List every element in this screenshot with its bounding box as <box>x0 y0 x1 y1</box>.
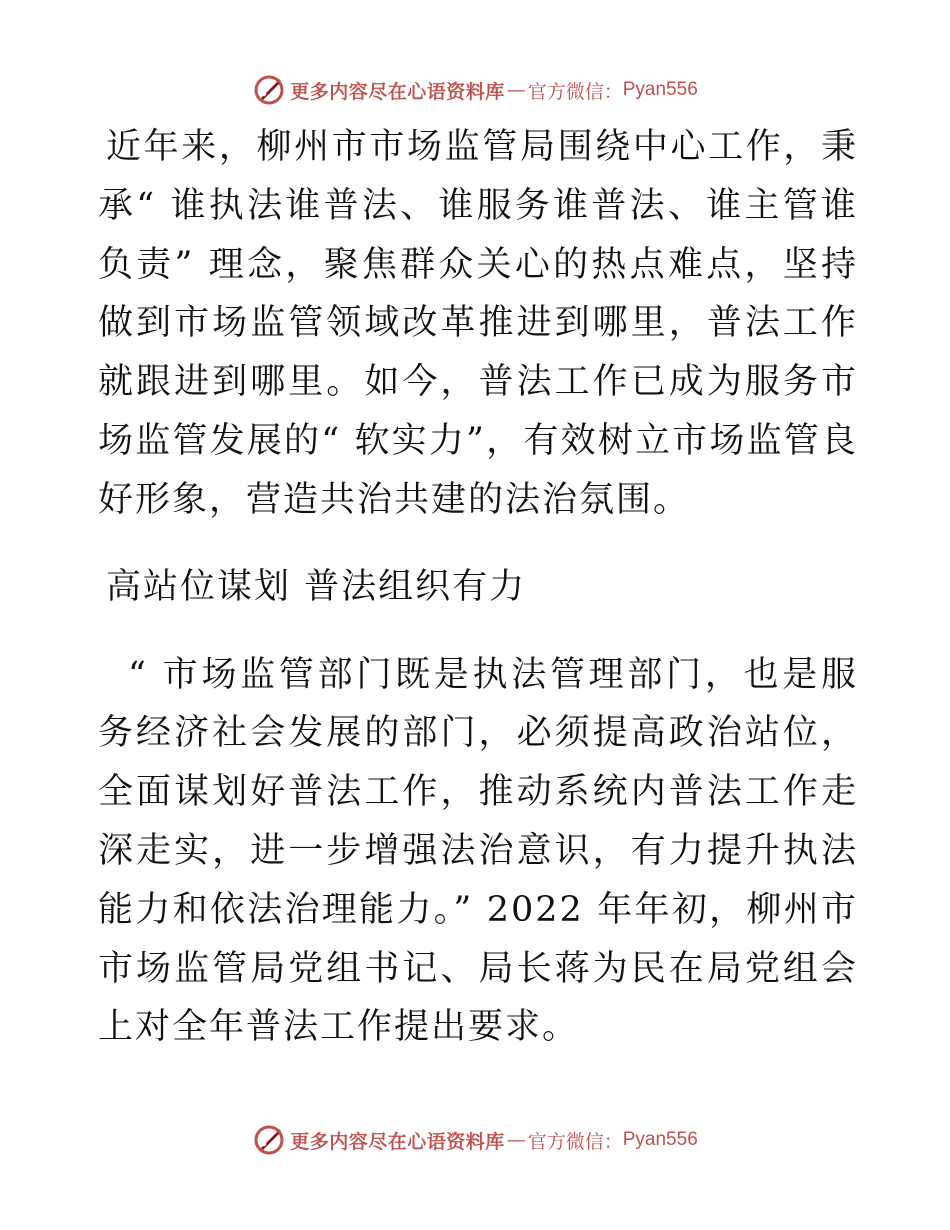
article-paragraph-2: “ 市场监管部门既是执法管理部门，也是服务经济社会发展的部门，必须提高政治站位，全面谋划好普法工作，推动系统内普法工作走深走实，进一步增强法治意识，有力提升执法能力和依法治理能力。” 2022 年年初，柳州市市场监管局党组书记、局长蒋为民在局党组会上对全年普法工作提出要求。 <box>98 654 858 1048</box>
footer-banner-separator: — <box>506 1129 526 1151</box>
footer-banner-title: 更多内容尽在心语资料库 <box>290 1130 505 1153</box>
banner-separator: — <box>506 79 526 101</box>
quill-circle-icon <box>252 1123 286 1157</box>
article-body <box>98 118 858 1057</box>
footer-wechat-label: 官方微信： <box>527 1130 623 1153</box>
banner-wechat-id: Pyan556 <box>622 79 698 100</box>
banner-title: 更多内容尽在心语资料库 <box>290 80 505 103</box>
section-heading: 高站位谋划 普法组织有力 <box>106 566 527 607</box>
quill-circle-icon <box>252 73 286 107</box>
footer-banner <box>0 1120 950 1160</box>
banner-wechat-label: 官方微信： <box>527 80 623 103</box>
article-paragraph-1: 近年来，柳州市市场监管局围绕中心工作，秉承“ 谁执法谁普法、谁服务谁普法、谁主管谁负责” 理念，聚焦群众关心的热点难点，坚持做到市场监管领域改革推进到哪里，普法工作就跟进到哪里。如今，普法工作已成为服务市场监管发展的“ 软实力”，有效树立市场监管良好形象，营造共治共建的法治氛围。 <box>98 127 858 520</box>
header-banner <box>0 70 950 110</box>
footer-wechat-id: Pyan556 <box>622 1129 698 1150</box>
